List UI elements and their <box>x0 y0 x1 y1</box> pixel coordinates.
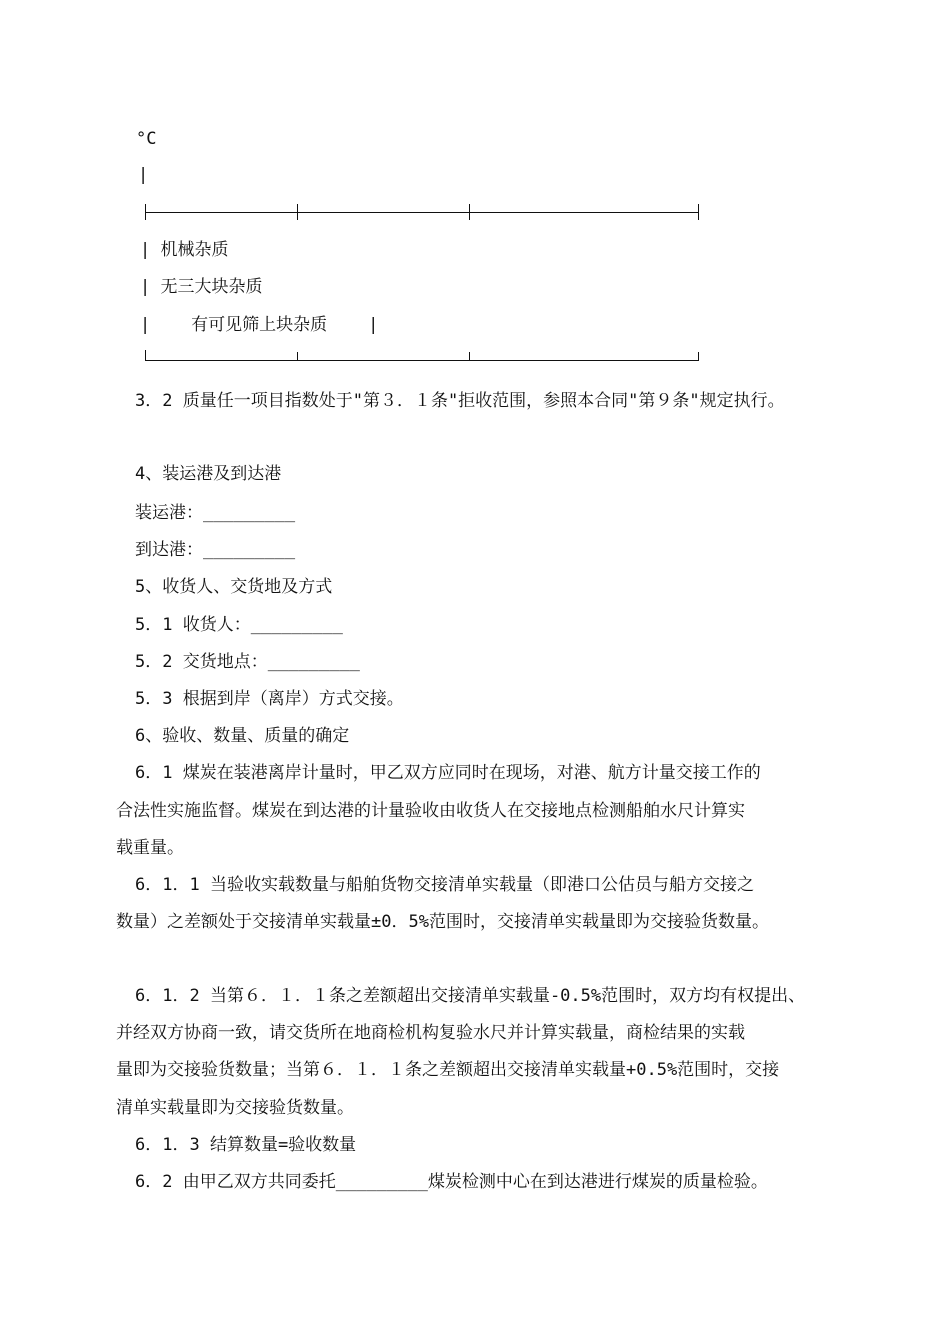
table-tick <box>145 350 146 361</box>
table-tick <box>698 352 699 361</box>
table-tick <box>297 204 298 220</box>
clause-5-2: 5．2 交货地点：_________ <box>135 652 360 672</box>
clause-6-1-2-line3: 量即为交接验货数量；当第６．１．１条之差额超出交接清单实载量+0.5%范围时，交接 <box>116 1060 780 1080</box>
table-tick <box>698 204 699 220</box>
clause-6-1-line3: 载重量。 <box>116 838 184 858</box>
clause-6-1-3: 6．1．3 结算数量=验收数量 <box>135 1135 357 1155</box>
section-5-heading: 5、收货人、交货地及方式 <box>135 577 333 597</box>
table-bottom-rule <box>145 360 699 361</box>
clause-6-2: 6．2 由甲乙双方共同委托_________煤炭检测中心在到达港进行煤炭的质量检验。 <box>135 1172 768 1192</box>
clause-6-1-1-line2: 数量）之差额处于交接清单实载量±0．5%范围时，交接清单实载量即为交接验货数量。 <box>116 912 769 932</box>
clause-5-3: 5．3 根据到岸（离岸）方式交接。 <box>135 689 404 709</box>
table-row-mechanical-impurity: | 机械杂质 <box>140 240 229 260</box>
arrival-port-field: 到达港：_________ <box>135 540 296 560</box>
unit-label: °C <box>136 129 157 149</box>
table-tick <box>297 352 298 361</box>
clause-5-1: 5．1 收货人：_________ <box>135 615 343 635</box>
table-tick <box>469 204 470 220</box>
table-top-rule <box>145 212 699 213</box>
table-vertical-bar: | <box>138 165 149 185</box>
table-tick <box>469 352 470 361</box>
section-6-heading: 6、验收、数量、质量的确定 <box>135 726 350 746</box>
clause-6-1-2-line1: 6．1．2 当第６．１．１条之差额超出交接清单实载量-0.5%范围时，双方均有权提出、 <box>135 986 806 1006</box>
table-row-no-large-impurity: | 无三大块杂质 <box>140 277 263 297</box>
clause-6-1-line1: 6．1 煤炭在装港离岸计量时，甲乙双方应同时在现场，对港、航方计量交接工作的 <box>135 763 761 783</box>
clause-6-1-2-line4: 清单实载量即为交接验货数量。 <box>116 1098 354 1118</box>
table-tick <box>145 204 146 220</box>
loading-port-field: 装运港：_________ <box>135 503 296 523</box>
clause-6-1-2-line2: 并经双方协商一致，请交货所在地商检机构复验水尺并计算实载量，商检结果的实载 <box>116 1023 745 1043</box>
table-row-visible-screen-impurity: | 有可见筛上块杂质 | <box>140 315 379 335</box>
section-4-heading: 4、装运港及到达港 <box>135 464 282 484</box>
clause-6-1-line2: 合法性实施监督。煤炭在到达港的计量验收由收货人在交接地点检测船舶水尺计算实 <box>116 801 745 821</box>
clause-6-1-1-line1: 6．1．1 当验收实载数量与船舶货物交接清单实载量（即港口公估员与船方交接之 <box>135 875 754 895</box>
clause-3-2: 3．2 质量任一项目指数处于"第３．１条"拒收范围，参照本合同"第９条"规定执行。 <box>135 391 785 411</box>
